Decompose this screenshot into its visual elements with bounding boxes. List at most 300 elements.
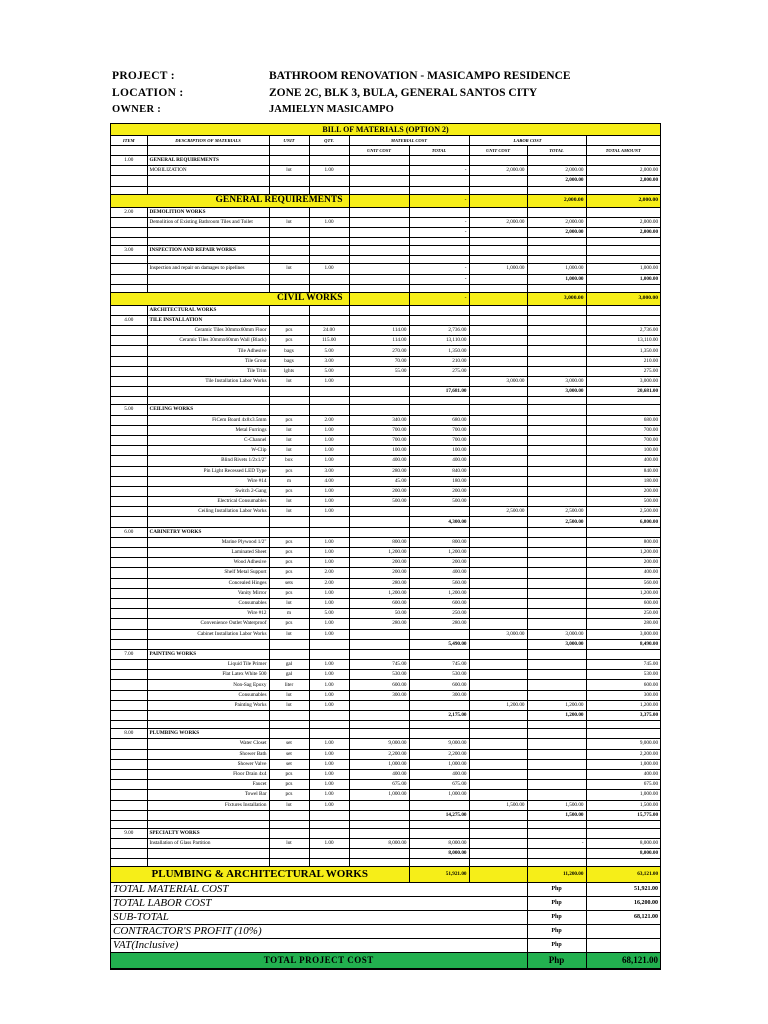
material-unit-cost-cell bbox=[349, 721, 409, 729]
material-total-cell bbox=[409, 507, 469, 517]
labor-total-cell: 1,000.00 bbox=[527, 274, 586, 284]
labor-unit-cost-cell bbox=[469, 568, 527, 578]
item-cell bbox=[111, 486, 147, 496]
labor-unit-cost-cell bbox=[469, 456, 527, 466]
unit-cell: pcs bbox=[269, 568, 309, 578]
material-total-cell: - bbox=[409, 217, 469, 227]
material-total-cell bbox=[409, 238, 469, 246]
item-cell bbox=[111, 356, 147, 366]
item-row bbox=[111, 456, 660, 466]
material-unit-cost-cell bbox=[349, 274, 409, 284]
unit-cell: m bbox=[269, 609, 309, 619]
item-cell bbox=[111, 769, 147, 779]
material-unit-cost-cell bbox=[349, 810, 409, 820]
labor-total-cell: 2,000.00 bbox=[527, 176, 586, 186]
blank-row bbox=[111, 397, 660, 405]
labor-unit-cost-cell bbox=[469, 346, 527, 356]
material-total-cell: 2,736.00 bbox=[409, 326, 469, 336]
labor-total-cell bbox=[527, 649, 586, 659]
description-cell: C-Channel bbox=[147, 435, 269, 445]
labor-unit-cost-cell bbox=[469, 246, 527, 256]
category-total-row bbox=[111, 867, 660, 883]
labor-total-cell bbox=[527, 207, 586, 217]
unit-cell: lot bbox=[269, 446, 309, 456]
subtotal-row bbox=[111, 274, 660, 284]
summary-row bbox=[111, 925, 660, 939]
description-cell: TILE INSTALLATION bbox=[147, 315, 269, 325]
bom-table bbox=[111, 124, 660, 969]
material-total-cell: 1,000.00 bbox=[409, 759, 469, 769]
item-row bbox=[111, 839, 660, 849]
qty-cell bbox=[309, 859, 349, 867]
total-amount-cell bbox=[586, 729, 660, 739]
item-cell bbox=[111, 700, 147, 710]
subtotal-row bbox=[111, 849, 660, 859]
item-row bbox=[111, 366, 660, 376]
category-labor-total: 2,000.00 bbox=[527, 194, 586, 207]
labor-total-cell bbox=[527, 759, 586, 769]
material-unit-cost-cell bbox=[349, 527, 409, 537]
labor-unit-cost-cell: 1,200.00 bbox=[469, 700, 527, 710]
labor-unit-cost-cell bbox=[469, 176, 527, 186]
qty-cell: 1.00 bbox=[309, 800, 349, 810]
total-amount-cell: 3,000.00 bbox=[586, 629, 660, 639]
material-unit-cost-cell: 9,000.00 bbox=[349, 739, 409, 749]
labor-unit-cost-cell bbox=[469, 227, 527, 237]
total-amount-cell: 15,775.00 bbox=[586, 810, 660, 820]
qty-cell: 1.00 bbox=[309, 739, 349, 749]
material-unit-cost-cell: 800.00 bbox=[349, 537, 409, 547]
material-total-cell: 400.00 bbox=[409, 769, 469, 779]
summary-amount: 51,921.00 bbox=[586, 883, 660, 897]
total-amount-cell: 840.00 bbox=[586, 466, 660, 476]
item-row bbox=[111, 356, 660, 366]
col-labor-cost: LABOR COST bbox=[469, 136, 586, 146]
qty-cell: 1.00 bbox=[309, 166, 349, 176]
qty-cell: 1.00 bbox=[309, 486, 349, 496]
material-total-cell: 675.00 bbox=[409, 780, 469, 790]
unit-cell: lot bbox=[269, 629, 309, 639]
material-total-cell: 600.00 bbox=[409, 680, 469, 690]
total-amount-cell: 1,200.00 bbox=[586, 588, 660, 598]
unit-cell: lot bbox=[269, 800, 309, 810]
item-cell bbox=[111, 859, 147, 867]
description-cell: Demolition of Existing Bathroom Tiles and Toilet bbox=[147, 217, 269, 227]
labor-unit-cost-cell bbox=[469, 326, 527, 336]
blank-row bbox=[111, 284, 660, 292]
labor-unit-cost-cell bbox=[469, 639, 527, 649]
item-cell bbox=[111, 366, 147, 376]
subtotal-row bbox=[111, 810, 660, 820]
labor-total-cell bbox=[527, 749, 586, 759]
item-cell bbox=[111, 397, 147, 405]
material-unit-cost-cell: 114.00 bbox=[349, 336, 409, 346]
labor-unit-cost-cell: 2,000.00 bbox=[469, 166, 527, 176]
material-total-cell bbox=[409, 156, 469, 166]
item-cell bbox=[111, 274, 147, 284]
labor-unit-cost-cell bbox=[469, 274, 527, 284]
item-cell bbox=[111, 711, 147, 721]
total-amount-cell: 2,000.00 bbox=[586, 227, 660, 237]
unit-cell: set bbox=[269, 749, 309, 759]
material-total-cell bbox=[409, 186, 469, 194]
labor-unit-cost-cell bbox=[469, 578, 527, 588]
labor-unit-cost-cell bbox=[469, 256, 527, 264]
material-unit-cost-cell: 530.00 bbox=[349, 670, 409, 680]
description-cell: CABINETRY WORKS bbox=[147, 527, 269, 537]
description-cell: INSPECTION AND REPAIR WORKS bbox=[147, 246, 269, 256]
description-cell bbox=[147, 274, 269, 284]
qty-cell bbox=[309, 246, 349, 256]
qty-cell: 1.00 bbox=[309, 548, 349, 558]
qty-cell bbox=[309, 820, 349, 828]
qty-cell: 1.00 bbox=[309, 425, 349, 435]
labor-total-cell: 2,000.00 bbox=[527, 217, 586, 227]
labor-total-cell bbox=[527, 326, 586, 336]
total-amount-cell: 1,500.00 bbox=[586, 800, 660, 810]
material-unit-cost-cell bbox=[349, 397, 409, 405]
unit-cell: gal bbox=[269, 670, 309, 680]
description-cell bbox=[147, 711, 269, 721]
location-value: ZONE 2C, BLK 3, BULA, GENERAL SANTOS CITY bbox=[269, 87, 538, 99]
item-row bbox=[111, 700, 660, 710]
description-cell: Blind Rivets 1/2x1/2" bbox=[147, 456, 269, 466]
labor-total-cell bbox=[527, 425, 586, 435]
blank-row bbox=[111, 238, 660, 246]
unit-cell: lghts bbox=[269, 366, 309, 376]
labor-unit-cost-cell bbox=[469, 859, 527, 867]
item-cell bbox=[111, 578, 147, 588]
category-labor-total: 11,200.00 bbox=[527, 867, 586, 883]
labor-unit-cost-cell bbox=[469, 558, 527, 568]
material-total-cell: 1,200.00 bbox=[409, 548, 469, 558]
description-cell bbox=[147, 284, 269, 292]
col-qty: QTY. bbox=[309, 136, 349, 146]
total-amount-cell bbox=[586, 315, 660, 325]
material-total-cell: 600.00 bbox=[409, 598, 469, 608]
total-amount-cell: 2,000.00 bbox=[586, 217, 660, 227]
material-unit-cost-cell bbox=[349, 264, 409, 274]
labor-unit-cost-cell bbox=[469, 336, 527, 346]
labor-total-cell bbox=[527, 721, 586, 729]
item-row bbox=[111, 497, 660, 507]
item-row bbox=[111, 425, 660, 435]
summary-currency: Php bbox=[527, 911, 586, 925]
labor-unit-cost-cell bbox=[469, 598, 527, 608]
item-row bbox=[111, 680, 660, 690]
unit-cell: gal bbox=[269, 660, 309, 670]
item-cell bbox=[111, 670, 147, 680]
qty-cell bbox=[309, 305, 349, 315]
material-total-cell: 1,200.00 bbox=[409, 588, 469, 598]
total-amount-cell: 675.00 bbox=[586, 780, 660, 790]
qty-cell: 24.00 bbox=[309, 326, 349, 336]
material-unit-cost-cell bbox=[349, 849, 409, 859]
column-header-row bbox=[111, 136, 660, 146]
qty-cell: 1.00 bbox=[309, 759, 349, 769]
description-cell bbox=[147, 859, 269, 867]
col-material-cost: MATERIAL COST bbox=[349, 136, 469, 146]
material-unit-cost-cell: 55.00 bbox=[349, 366, 409, 376]
material-total-cell: 200.00 bbox=[409, 558, 469, 568]
material-unit-cost-cell bbox=[349, 166, 409, 176]
material-unit-cost-cell bbox=[349, 246, 409, 256]
item-cell bbox=[111, 305, 147, 315]
item-cell bbox=[111, 609, 147, 619]
subtotal-row bbox=[111, 711, 660, 721]
col-description: DESCRIPTION OF MATERIALS bbox=[147, 136, 269, 146]
item-cell: 4.00 bbox=[111, 315, 147, 325]
total-amount-cell bbox=[586, 649, 660, 659]
description-cell bbox=[147, 186, 269, 194]
qty-cell bbox=[309, 207, 349, 217]
unit-cell: pcs bbox=[269, 466, 309, 476]
unit-cell: sets bbox=[269, 578, 309, 588]
category-material-total: - bbox=[409, 292, 469, 305]
labor-unit-cost-cell: 3,000.00 bbox=[469, 377, 527, 387]
item-cell bbox=[111, 849, 147, 859]
labor-total-cell: 2,500.00 bbox=[527, 507, 586, 517]
unit-cell: pcs bbox=[269, 790, 309, 800]
material-total-cell: 8,000.00 bbox=[409, 839, 469, 849]
summary-label: VAT(Inclusive) bbox=[111, 939, 527, 953]
labor-unit-cost-cell bbox=[469, 476, 527, 486]
material-total-cell: 17,681.00 bbox=[409, 387, 469, 397]
section-row bbox=[111, 315, 660, 325]
material-total-cell: 800.00 bbox=[409, 537, 469, 547]
material-total-cell bbox=[409, 729, 469, 739]
total-amount-cell bbox=[586, 820, 660, 828]
qty-cell bbox=[309, 729, 349, 739]
qty-cell: 1.00 bbox=[309, 749, 349, 759]
item-cell bbox=[111, 456, 147, 466]
description-cell: FiCem Board 4x8x3.5mm bbox=[147, 415, 269, 425]
unit-cell bbox=[269, 810, 309, 820]
subtotal-row bbox=[111, 387, 660, 397]
material-total-cell: - bbox=[409, 274, 469, 284]
material-total-cell: 8,000.00 bbox=[409, 849, 469, 859]
material-unit-cost-cell: 270.00 bbox=[349, 346, 409, 356]
material-unit-cost-cell: 400.00 bbox=[349, 456, 409, 466]
material-unit-cost-cell bbox=[349, 227, 409, 237]
qty-cell bbox=[309, 639, 349, 649]
total-amount-cell: 275.00 bbox=[586, 366, 660, 376]
item-row bbox=[111, 800, 660, 810]
unit-cell: bags bbox=[269, 346, 309, 356]
labor-unit-cost-cell bbox=[469, 680, 527, 690]
labor-unit-cost-cell bbox=[469, 497, 527, 507]
unit-cell bbox=[269, 711, 309, 721]
labor-total-cell bbox=[527, 405, 586, 415]
category-material-total: 51,921.00 bbox=[409, 867, 469, 883]
labor-unit-cost-cell bbox=[469, 387, 527, 397]
unit-cell bbox=[269, 820, 309, 828]
material-unit-cost-cell bbox=[349, 649, 409, 659]
material-unit-cost-cell: 2,200.00 bbox=[349, 749, 409, 759]
unit-cell bbox=[269, 284, 309, 292]
description-cell: Cabinet Installation Labor Works bbox=[147, 629, 269, 639]
labor-total-cell bbox=[527, 305, 586, 315]
total-amount-cell bbox=[586, 246, 660, 256]
qty-cell: 1.00 bbox=[309, 497, 349, 507]
labor-total-cell bbox=[527, 527, 586, 537]
category-material-total: - bbox=[409, 194, 469, 207]
material-total-cell bbox=[409, 649, 469, 659]
material-unit-cost-cell bbox=[349, 405, 409, 415]
material-total-cell: - bbox=[409, 166, 469, 176]
labor-unit-cost-cell bbox=[469, 466, 527, 476]
material-unit-cost-cell: 280.00 bbox=[349, 619, 409, 629]
summary-amount: 68,121.00 bbox=[586, 911, 660, 925]
category-total-title: CIVIL WORKS bbox=[111, 292, 349, 305]
material-unit-cost-cell bbox=[349, 256, 409, 264]
unit-cell bbox=[269, 849, 309, 859]
description-cell: MOBILIZATION bbox=[147, 166, 269, 176]
qty-cell bbox=[309, 397, 349, 405]
material-total-cell: 840.00 bbox=[409, 466, 469, 476]
total-amount-cell: 800.00 bbox=[586, 537, 660, 547]
labor-total-cell: 2,500.00 bbox=[527, 517, 586, 527]
item-cell bbox=[111, 497, 147, 507]
item-cell bbox=[111, 425, 147, 435]
total-amount-cell: 210.00 bbox=[586, 356, 660, 366]
item-cell bbox=[111, 517, 147, 527]
item-cell bbox=[111, 759, 147, 769]
category-material-unit-cell bbox=[349, 194, 409, 207]
qty-cell: 3.00 bbox=[309, 356, 349, 366]
material-total-cell bbox=[409, 176, 469, 186]
total-amount-cell bbox=[586, 527, 660, 537]
section-row bbox=[111, 207, 660, 217]
item-row bbox=[111, 548, 660, 558]
col-material-unit-cost: UNIT COST bbox=[349, 146, 409, 156]
qty-cell: 1.00 bbox=[309, 690, 349, 700]
labor-unit-cost-cell bbox=[469, 486, 527, 496]
grand-total-amount: 68,121.00 bbox=[586, 953, 660, 969]
section-row bbox=[111, 246, 660, 256]
qty-cell bbox=[309, 186, 349, 194]
total-amount-cell: 600.00 bbox=[586, 598, 660, 608]
total-amount-cell: 1,200.00 bbox=[586, 700, 660, 710]
sheet-title: BILL OF MATERIALS (OPTION 2) bbox=[111, 124, 660, 136]
material-unit-cost-cell bbox=[349, 800, 409, 810]
owner-label: OWNER : bbox=[112, 104, 162, 115]
total-amount-cell: 400.00 bbox=[586, 568, 660, 578]
item-row bbox=[111, 446, 660, 456]
item-cell: 7.00 bbox=[111, 649, 147, 659]
material-total-cell bbox=[409, 820, 469, 828]
total-amount-cell: 1,000.00 bbox=[586, 264, 660, 274]
labor-unit-cost-cell: 2,500.00 bbox=[469, 507, 527, 517]
labor-total-cell bbox=[527, 820, 586, 828]
unit-cell: set bbox=[269, 739, 309, 749]
material-unit-cost-cell: 45.00 bbox=[349, 476, 409, 486]
category-total-amount: 63,121.00 bbox=[586, 867, 660, 883]
qty-cell: 1.00 bbox=[309, 446, 349, 456]
unit-cell: lot bbox=[269, 497, 309, 507]
labor-total-cell: 2,000.00 bbox=[527, 227, 586, 237]
qty-cell bbox=[309, 721, 349, 729]
section-row bbox=[111, 527, 660, 537]
labor-total-cell: 3,000.00 bbox=[527, 387, 586, 397]
item-cell bbox=[111, 326, 147, 336]
labor-total-cell bbox=[527, 598, 586, 608]
category-labor-total: 3,000.00 bbox=[527, 292, 586, 305]
item-row bbox=[111, 558, 660, 568]
labor-unit-cost-cell bbox=[469, 517, 527, 527]
labor-total-cell bbox=[527, 609, 586, 619]
total-amount-cell: 3,375.00 bbox=[586, 711, 660, 721]
grand-total-currency: Php bbox=[527, 953, 586, 969]
qty-cell bbox=[309, 315, 349, 325]
material-total-cell: 500.00 bbox=[409, 497, 469, 507]
labor-total-cell bbox=[527, 336, 586, 346]
description-cell: DEMOLITION WORKS bbox=[147, 207, 269, 217]
labor-unit-cost-cell bbox=[469, 619, 527, 629]
labor-total-cell: - bbox=[527, 839, 586, 849]
qty-cell: 2.00 bbox=[309, 415, 349, 425]
unit-cell bbox=[269, 527, 309, 537]
material-unit-cost-cell: 1,200.00 bbox=[349, 588, 409, 598]
total-amount-cell: 250.00 bbox=[586, 609, 660, 619]
labor-total-cell bbox=[527, 435, 586, 445]
summary-currency: Php bbox=[527, 925, 586, 939]
total-amount-cell bbox=[586, 238, 660, 246]
labor-total-cell bbox=[527, 578, 586, 588]
item-cell bbox=[111, 507, 147, 517]
item-row bbox=[111, 598, 660, 608]
material-total-cell bbox=[409, 629, 469, 639]
item-cell bbox=[111, 619, 147, 629]
labor-unit-cost-cell bbox=[469, 759, 527, 769]
labor-total-cell: 1,000.00 bbox=[527, 264, 586, 274]
item-row bbox=[111, 217, 660, 227]
project-label: PROJECT : bbox=[112, 70, 175, 82]
material-unit-cost-cell bbox=[349, 729, 409, 739]
qty-cell bbox=[309, 517, 349, 527]
total-amount-cell: 300.00 bbox=[586, 690, 660, 700]
item-cell bbox=[111, 336, 147, 346]
category-total-title: PLUMBING & ARCHITECTURAL WORKS bbox=[111, 867, 409, 883]
material-unit-cost-cell bbox=[349, 217, 409, 227]
material-total-cell: 300.00 bbox=[409, 690, 469, 700]
material-total-cell: 700.00 bbox=[409, 425, 469, 435]
material-total-cell: 530.00 bbox=[409, 670, 469, 680]
labor-unit-cost-cell bbox=[469, 670, 527, 680]
item-cell bbox=[111, 721, 147, 729]
labor-unit-cost-cell bbox=[469, 356, 527, 366]
material-unit-cost-cell: 700.00 bbox=[349, 425, 409, 435]
subtotal-row bbox=[111, 176, 660, 186]
col-labor-total: TOTAL bbox=[527, 146, 586, 156]
material-unit-cost-cell bbox=[349, 377, 409, 387]
item-row bbox=[111, 609, 660, 619]
labor-unit-cost-cell bbox=[469, 238, 527, 246]
item-cell bbox=[111, 186, 147, 194]
material-unit-cost-cell: 675.00 bbox=[349, 780, 409, 790]
material-total-cell: 400.00 bbox=[409, 568, 469, 578]
material-unit-cost-cell bbox=[349, 700, 409, 710]
unit-cell bbox=[269, 186, 309, 194]
summary-amount bbox=[586, 939, 660, 953]
labor-unit-cost-cell bbox=[469, 839, 527, 849]
total-amount-cell: 1,350.00 bbox=[586, 346, 660, 356]
item-cell bbox=[111, 466, 147, 476]
category-total-title: GENERAL REQUIREMENTS bbox=[111, 194, 349, 207]
qty-cell: 1.00 bbox=[309, 790, 349, 800]
labor-total-cell bbox=[527, 497, 586, 507]
labor-unit-cost-cell: 1,000.00 bbox=[469, 264, 527, 274]
